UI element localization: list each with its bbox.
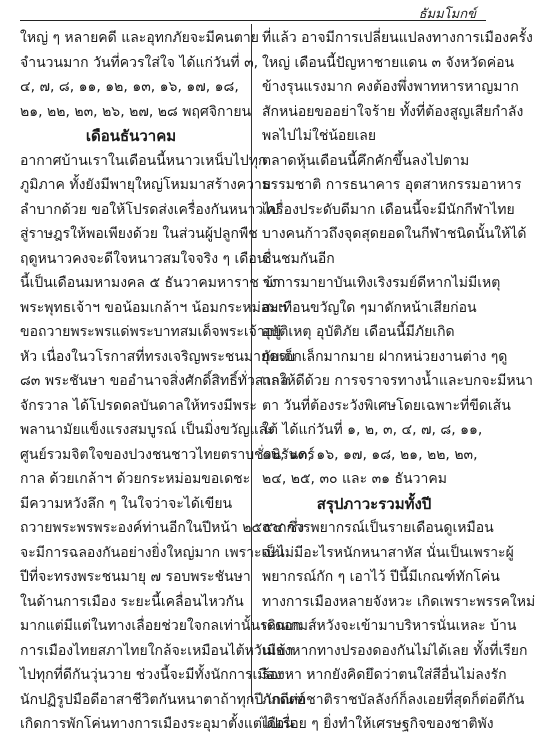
text-line: เกิดการพักโค่นทางการเมืองระอุมาตั้งแต่เดือน	[20, 716, 294, 732]
text-line: ธรรมชาติ การธนาคาร อุตสาหกรรมอาหาร	[262, 177, 522, 193]
text-line: นี้เป็นเดือนมหามงคล ๕ ธันวาคมหาราช ข้า	[20, 275, 281, 291]
text-line: พลานามัยแข็งแรงสมบูรณ์ เป็นมิ่งขวัญและ	[20, 422, 275, 438]
running-header: ธัมมโมกข์	[418, 7, 476, 22]
text-line: หัว เนื่องในวโรกาสที่ทรงเจริญพระชนมายุครบ	[20, 348, 295, 365]
text-line: บางคนก้าวถึงจุดสุดยอดในกีฬาชนิดนั้นให้ได้	[262, 226, 527, 242]
text-line: เดินเกมส์หวังจะเข้ามาบริหารนั่นเหละ บ้าน	[262, 618, 517, 634]
text-line: พยากรณ์กัก ๆ เอาไว้ ปีนี้มีเกณฑ์ทักโค่น	[262, 569, 500, 585]
text-line: ถวายพระพรพระองค์ท่านอีกในปีหน้า ๒๕๕๔ ซึ่ง	[20, 520, 305, 536]
text-line: ใหญ่ ๆ หลายคดี และอุทกภัยจะมีคนตาย	[20, 30, 259, 46]
section-heading: สรุปภาวะรวมทั้งปี	[316, 494, 432, 513]
text-line: ภักดีต่อชาติราชบัลลังก์ก็ลงเอยที่สุดก็ต่อตีกัน	[262, 691, 525, 708]
text-line: สู่ราษฎรให้พอเพียงด้วย ในส่วนผู้ปลูกพืช	[20, 226, 258, 242]
text-line: ๘๓ พระชันษา ขออำนาจสิ่งศักดิ์สิทธิ์ทั่วสากล	[20, 373, 289, 389]
text-line: ปีที่จะทรงพระชนมายุ ๗ รอบพระชันษา	[20, 569, 251, 585]
text-line: อุบัติเหตุ อุบัติภัย เดือนนี้มีภัยเกิด	[262, 324, 455, 340]
text-line: ขอถวายพระพรแด่พระบาทสมเด็จพระเจ้าอยู่	[20, 324, 282, 340]
text-line: ๔, ๗, ๘, ๑๑, ๑๒, ๑๓, ๑๖, ๑๗, ๑๘,	[20, 79, 239, 95]
text-line: ตา วันที่ต้องระวังพิเศษโดยเฉพาะที่ขีดเส้น	[262, 397, 511, 414]
text-line: จำนวนมาก วันที่ควรใส่ใจ ได้แก่วันที่ ๓,	[20, 54, 259, 71]
text-line: ๒๑, ๒๒, ๒๓, ๒๖, ๒๗, ๒๘ พฤศจิกายน	[20, 103, 252, 120]
text-line: จากการพยากรณ์เป็นรายเดือนดูเหมือน	[262, 520, 494, 536]
text-line: นักปฏิรูปมือดีอาสาชีวิตกันหนาตาถ้าทุกปี เกณฑ์	[20, 691, 306, 708]
text-line: ร้องหา หากยังคิดยึดว่าตนใส่สีอื่นไม่ลงรัก	[262, 667, 507, 683]
text-line: ใหญ่ เดือนนี้ปัญหาชายแดน ๓ จังหวัดค่อน	[262, 54, 515, 71]
text-line: ชื่นชมกันอีก	[262, 250, 335, 267]
text-line: สักหน่อยขออย่าใจร้าย ทั้งที่ต้องสูญเสียกำลัง	[262, 103, 524, 120]
text-line: มากแต่มีแต่ในทางเลื่อยช่วยใจกลเท่านั้นระดอก	[20, 618, 302, 634]
text-line: จะมีการฉลองกันอย่างยิ่งใหญ่มาก เพราะเป็น	[20, 544, 285, 561]
text-line: จักรวาล ได้โปรดดลบันดาลให้ทรงมีพระ	[20, 397, 257, 414]
text-line: ๒๔, ๒๕, ๓๐ และ ๓๑ ธันวาคม	[262, 471, 447, 487]
text-line: ศูนย์รวมจิตใจของปวงชนชาวไทยตราบชั่วนิรันดร์	[20, 446, 315, 463]
text-line: แลให้ดีด้วย การจราจรทางน้ำและบกจะมีหนา	[262, 373, 533, 389]
text-line: สะเทือนขวัญใด ๆมาดักหน้าเสียก่อน	[262, 299, 477, 316]
text-line: ๑๒, ๑๓, ๑๖, ๑๗, ๑๘, ๒๑, ๒๒, ๒๓,	[262, 446, 478, 463]
text-line: เมืองหากทางปรองดองกันไม่ได้เลย ทั้งที่เรียก	[262, 642, 528, 659]
header-rule	[20, 20, 486, 21]
text-line: ตลาดหุ้นเดือนนี้คึกคักขึ้นลงไปตาม	[262, 152, 470, 169]
text-line: ที่แล้ว อาจมีการเปลี่ยนแปลงทางการเมืองครั้ง	[262, 30, 533, 46]
text-line: ทางการเมืองหลายจังหวะ เกิดเพราะพรรคใหม่	[262, 593, 535, 610]
text-line: ใต้ ได้แก่วันที่ ๑, ๒, ๓, ๔, ๗, ๘, ๑๑,	[262, 422, 483, 438]
text-line: ฤดูหนาวคงจะดีใจหนาวสมใจจริง ๆ เดือน	[20, 250, 267, 267]
text-line: กาล ด้วยเกล้าฯ ด้วยกระหม่อมขอเดชะ	[20, 471, 251, 487]
text-line: อากาศบ้านเราในเดือนนี้หนาวเหน็บไปทุก	[20, 152, 267, 169]
text-line: เครื่องประดับดีมาก เดือนนี้จะมีนักกีฬาไทย	[262, 201, 515, 218]
text-line: กับเด็กเล็กมากมาย ฝากหน่วยงานต่าง ๆดู	[262, 348, 508, 365]
text-line: ข้างรุนแรงมาก คงต้องพึ่งพาทหารหาญมาก	[262, 79, 519, 95]
text-line: วงการมายาบันเทิงเริงรมย์ดีหากไม่มีเหตุ	[262, 275, 501, 291]
text-line: ลำบากด้วย ขอให้โปรดส่งเครื่องกันหนาวไป	[20, 201, 280, 218]
text-line: ในด้านการเมือง ระยะนี้เคลื่อนไหวกัน	[20, 593, 244, 610]
section-heading: เดือนธันวาคม	[85, 127, 177, 145]
text-line: ไปทุกที่ดีกันวุ่นวาย ช่วงนี้จะมีทั้งนักการเมือง	[20, 667, 282, 683]
text-line: พลไปไม่ใช่น้อยเลย	[262, 128, 377, 144]
text-line: พระพุทธเจ้าฯ ขอน้อมเกล้าฯ น้อมกระหม่อมฯ	[20, 299, 287, 316]
text-line: จะไม่มีอะไรหนักหนาสาหัส นั่นเป็นเพราะผู้	[262, 544, 514, 561]
text-line: มีความหวังลึก ๆ ในใจว่าจะได้เขียน	[20, 495, 233, 512]
text-line: ไปเรื่อย ๆ ยิ่งทำให้เศรษฐกิจของชาติพัง	[262, 716, 494, 732]
text-line: ภูมิภาค ทั้งยังมีพายุใหญ่โหมมาสร้างความ	[20, 177, 272, 193]
text-line: การเมืองไทยสภาไทยใกล้จะเหมือนไต้หวันเข้า	[20, 642, 294, 659]
right-column	[262, 26, 535, 737]
